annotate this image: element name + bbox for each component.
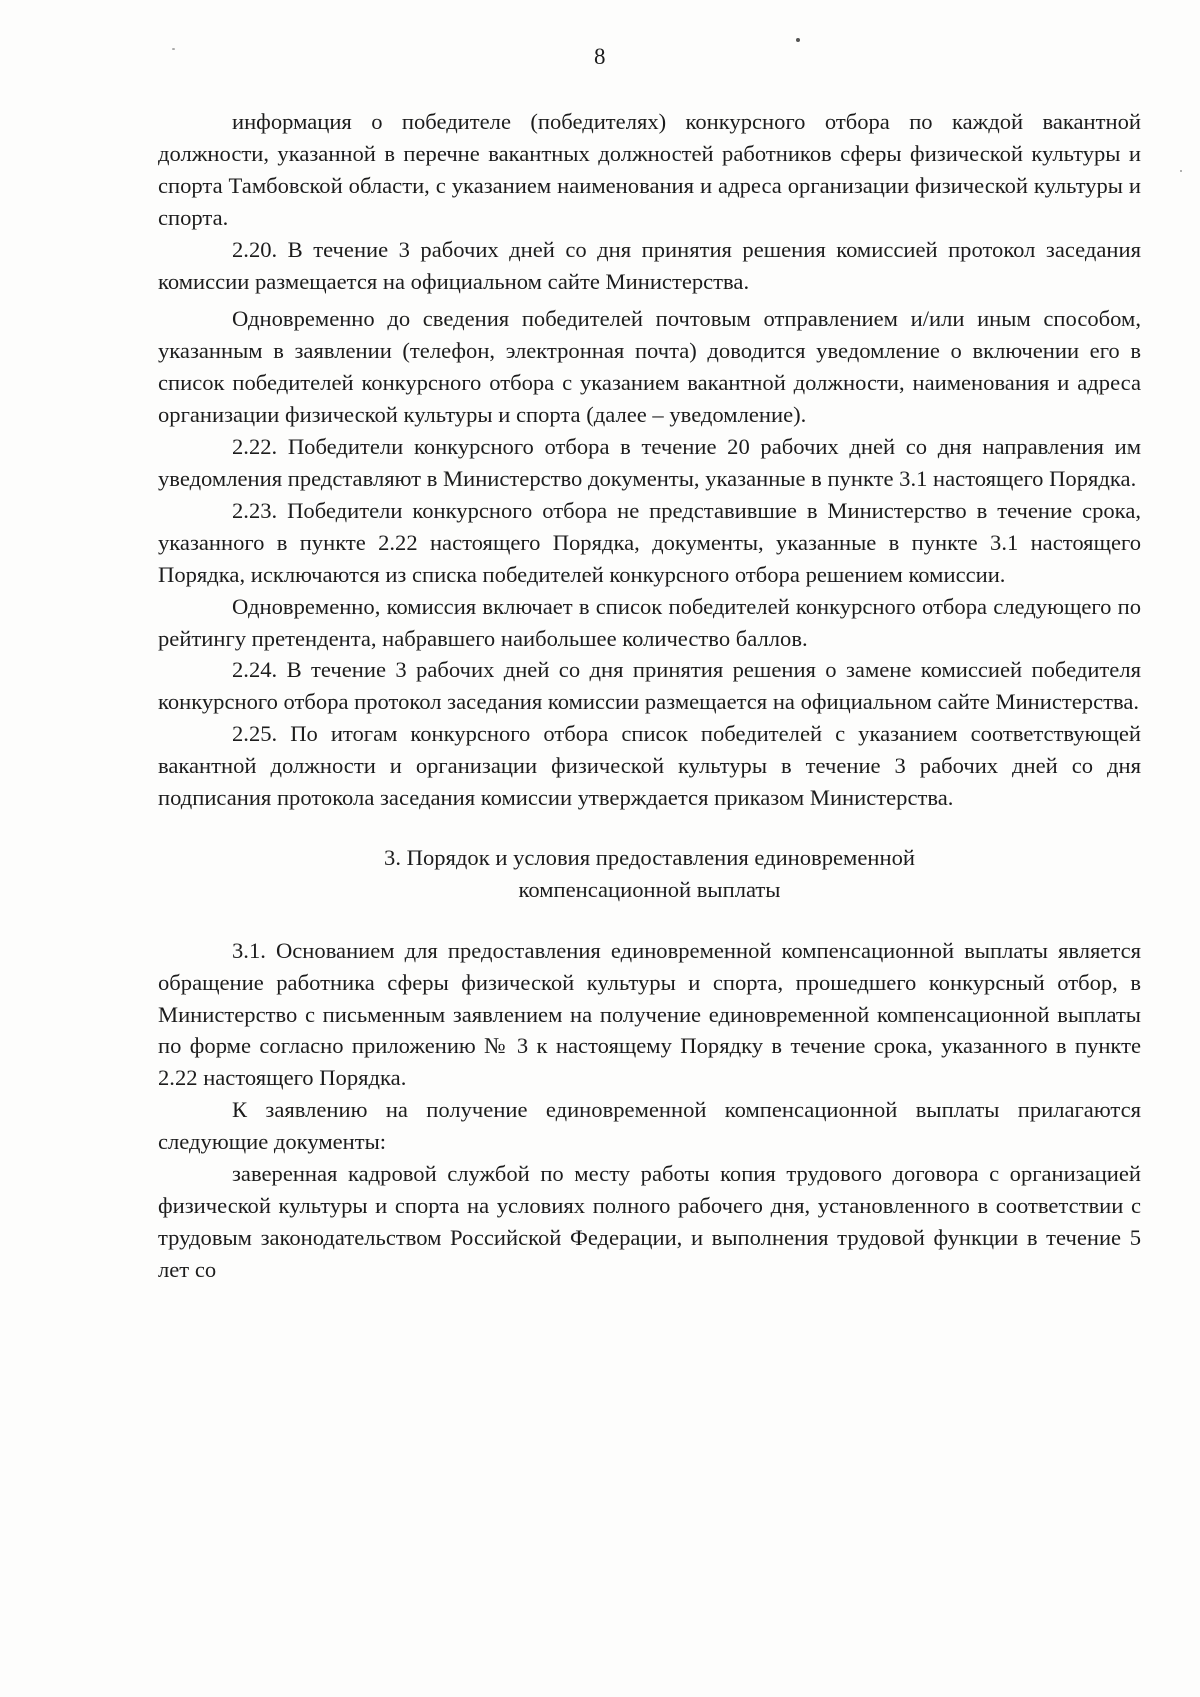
paragraph-2-25: 2.25. По итогам конкурсного отбора список победителей с указанием соответствующей вакантной должности и организации физической культуры в течение 3 рабочих дней со дня подписания протокола заседания комиссии утверждается приказом Министерства. bbox=[158, 721, 1141, 811]
paragraph-3-1-documents: К заявлению на получение единовременной компенсационной выплаты прилагаются следующие документы: bbox=[158, 1097, 1141, 1155]
paragraph-3-1: 3.1. Основанием для предоставления единовременной компенсационной выплаты является обращение работника сферы физической культуры и спорта, прошедшего конкурсный отбор, в Министерство с письменным заявлением на получение единовременной компенсационной выплаты по форме согласно приложению № 3 к настоящему Порядку в течение срока, указанного в пункте 2.22 настоящего Порядка. bbox=[158, 937, 1141, 1091]
section-3-heading-line1: 3. Порядок и условия предоставления единовременной bbox=[384, 844, 915, 870]
section-3-heading bbox=[158, 842, 1141, 906]
document-body bbox=[158, 106, 1141, 1286]
paragraph-2-23-continued: Одновременно, комиссия включает в список победителей конкурсного отбора следующего по рейтингу претендента, набравшего наибольшее количество баллов. bbox=[158, 593, 1141, 651]
paragraph-winner-info: информация о победителе (победителях) конкурсного отбора по каждой вакантной должности, указанной в перечне вакантных должностей работников сферы физической культуры и спорта Тамбовской области, с указанием наименования и адреса организации физической культуры и спорта. bbox=[158, 109, 1141, 230]
scan-speck bbox=[172, 48, 175, 50]
paragraph-2-20: 2.20. В течение 3 рабочих дней со дня принятия решения комиссией протокол заседания комиссии размещается на официальном сайте Министерства. bbox=[158, 236, 1141, 294]
paragraph-2-24: 2.24. В течение 3 рабочих дней со дня принятия решения о замене комиссией победителя конкурсного отбора протокол заседания комиссии размещается на официальном сайте Министерства. bbox=[158, 657, 1141, 715]
scan-speck bbox=[1180, 170, 1182, 172]
paragraph-2-23: 2.23. Победители конкурсного отбора не представившие в Министерство в течение срока, указанного в пункте 2.22 настоящего Порядка, документы, указанные в пункте 3.1 настоящего Порядка, исключаются из списка победителей конкурсного отбора решением комиссии. bbox=[158, 497, 1141, 587]
paragraph-3-1-contract: заверенная кадровой службой по месту работы копия трудового договора с организацией физической культуры и спорта на условиях полного рабочего дня, установленного в соответствии с трудовым законодательством Российской Федерации, и выполнения трудовой функции в течение 5 лет со bbox=[158, 1161, 1141, 1282]
section-3-heading-line2: компенсационной выплаты bbox=[518, 876, 781, 902]
paragraph-2-22: 2.22. Победители конкурсного отбора в течение 20 рабочих дней со дня направления им уведомления представляют в Министерство документы, указанные в пункте 3.1 настоящего Порядка. bbox=[158, 434, 1141, 491]
page-number: 8 bbox=[594, 44, 606, 69]
paragraph-notification: Одновременно до сведения победителей почтовым отправлением и/или иным способом, указанным в заявлении (телефон, электронная почта) доводится уведомление о включении его в список победителей конкурсного отбора с указанием вакантной должности, наименования и адреса организации физической культуры и спорта (далее – уведомление). bbox=[158, 306, 1141, 428]
scan-speck bbox=[796, 38, 800, 42]
